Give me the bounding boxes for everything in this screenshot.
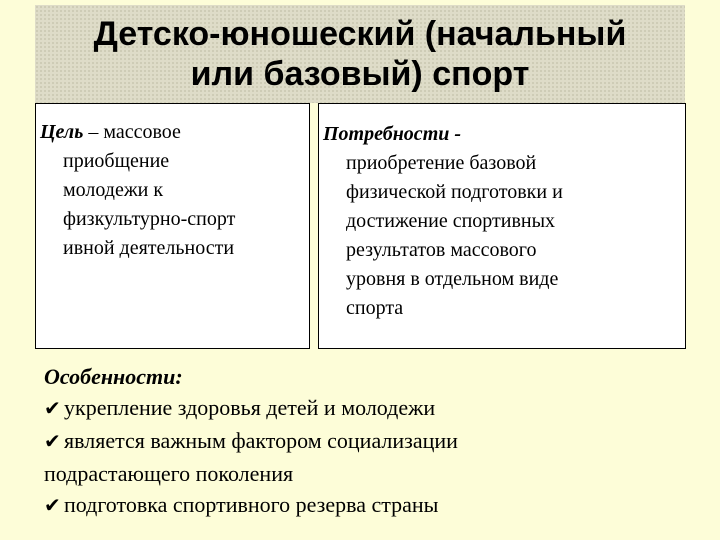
page-title-line-2: или базовый) спорт (190, 55, 530, 93)
goal-first-line-rest: – массовое (83, 121, 181, 143)
feature-item-continuation: подрастающего поколения (44, 461, 294, 486)
needs-text (323, 120, 563, 323)
feature-item (44, 392, 694, 425)
goal-line: физкультурно-спорт (63, 208, 236, 230)
checkmark-icon: ✔ (44, 431, 61, 453)
needs-term: Потребности (323, 123, 450, 145)
goal-first-line (40, 118, 235, 147)
goal-line: ивной деятельности (63, 237, 235, 259)
feature-item-text: является важным фактором социализации (64, 428, 458, 453)
title-banner (35, 5, 685, 103)
needs-first-line (323, 120, 563, 149)
needs-cell (318, 103, 686, 349)
goal-cell (35, 103, 310, 349)
goal-term: Цель (40, 121, 84, 143)
needs-line: достижение спортивных (346, 210, 556, 232)
checkmark-icon: ✔ (44, 398, 61, 420)
needs-line: уровня в отдельном виде (346, 268, 559, 290)
goal-line: приобщение (63, 150, 170, 172)
features-heading: Особенности: (44, 364, 183, 389)
feature-item-text: укрепление здоровья детей и молодежи (64, 395, 436, 420)
page-title-line-1: Детско-юношеский (начальный (93, 15, 627, 53)
goal-text (40, 118, 235, 263)
features-section (44, 362, 694, 522)
checkmark-icon: ✔ (44, 495, 61, 517)
needs-line: приобретение базовой (346, 152, 537, 174)
needs-term-suffix: - (449, 123, 462, 145)
feature-item (44, 489, 694, 522)
feature-item (44, 425, 694, 458)
needs-line: результатов массового (346, 239, 537, 261)
needs-line: спорта (346, 297, 404, 319)
needs-line: физической подготовки и (346, 181, 563, 203)
goal-line: молодежи к (63, 179, 164, 201)
feature-item-text: подготовка спортивного резерва страны (64, 492, 439, 517)
